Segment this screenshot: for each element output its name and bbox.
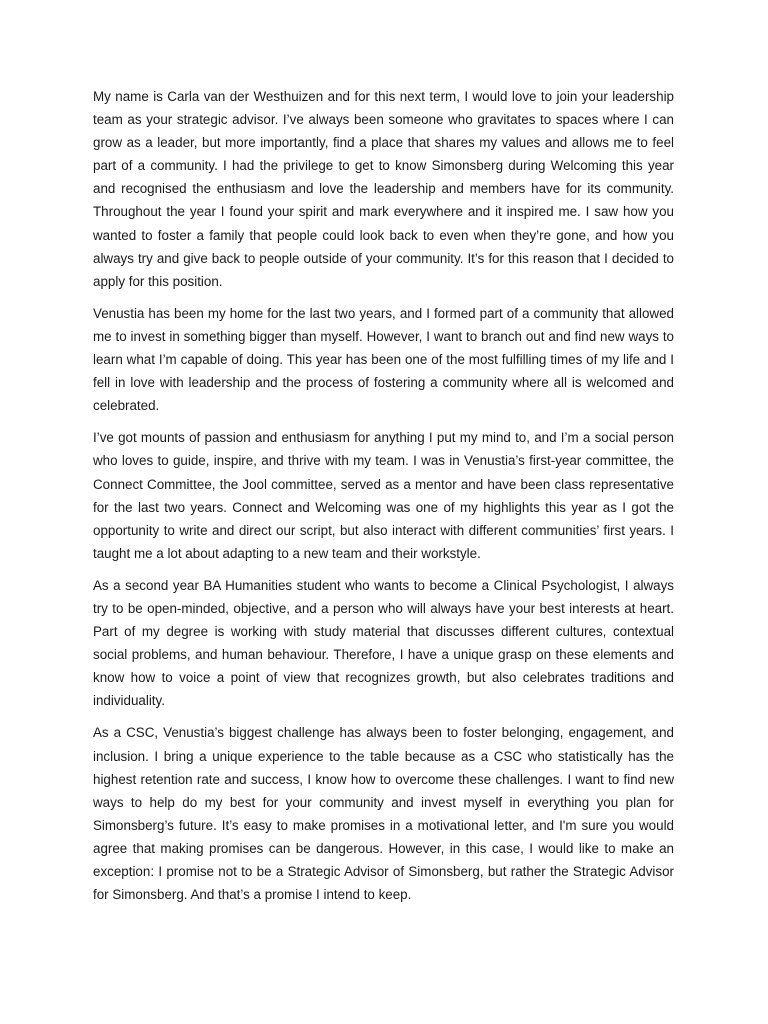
paragraph-conclusion: As a CSC, Venustia’s biggest challenge has always been to foster belonging, engagement, and inclusion. I bring a unique experience to the table because as a CSC who statistically has the highest retention rate and success, I know how to overcome these challenges. I want to find new ways to help do my best for your community and invest myself in everything you plan for Simonsberg’s future. It’s easy to make promises in a motivational letter, and I'm sure you would agree that making promises can be dangerous. However, in this case, I would like to make an exception: I promise not to be a Strategic Advisor of Simonsberg, but rather the Strategic Advisor for Simonsberg. And that’s a promise I intend to keep. xyxy=(93,725,674,903)
paragraph-venustia-home: Venustia has been my home for the last two years, and I formed part of a community that allowed me to invest in something bigger than myself. However, I want to branch out and find new ways to learn what I’m capable of doing. This year has been one of the most fulfilling times of my life and I fell in love with leadership and the process of fostering a community where all is welcomed and celebrated. xyxy=(93,305,674,414)
paragraph-studies: As a second year BA Humanities student who wants to become a Clinical Psychologist, I always try to be open-minded, objective, and a person who will always have your best interests at heart. Part of my degree is working with study material that discusses different cultures, contextual social problems, and human behaviour. Therefore, I have a unique grasp on these elements and know how to voice a point of view that recognizes growth, but also celebrates traditions and individuality. xyxy=(93,577,674,709)
paragraph-passion-experience: I’ve got mounts of passion and enthusiasm for anything I put my mind to, and I’m a social person who loves to guide, inspire, and thrive with my team. I was in Venustia’s first-year committee, the Connect Committee, the Jool committee, served as a mentor and have been class representative for the last two years. Connect and Welcoming was one of my highlights this year as I got the opportunity to write and direct our script, but also interact with different communities’ first years. I taught me a lot about adapting to a new team and their workstyle. xyxy=(93,430,674,561)
paragraph-introduction: My name is Carla van der Westhuizen and for this next term, I would love to join your leadership team as your strategic advisor. I’ve always been someone who gravitates to spaces where I can grow as a leader, but more importantly, find a place that shares my values and allows me to feel part of a community. I had the privilege to get to know Simonsberg during Welcoming this year and recognised the enthusiasm and love the leadership and members have for its community. Throughout the year I found your spirit and mark everywhere and it inspired me. I saw how you wanted to foster a family that people could look back to even when they’re gone, and how you always try and give back to people outside of your community. It’s for this reason that I decided to apply for this position. xyxy=(93,89,674,289)
letter-body xyxy=(93,85,674,906)
